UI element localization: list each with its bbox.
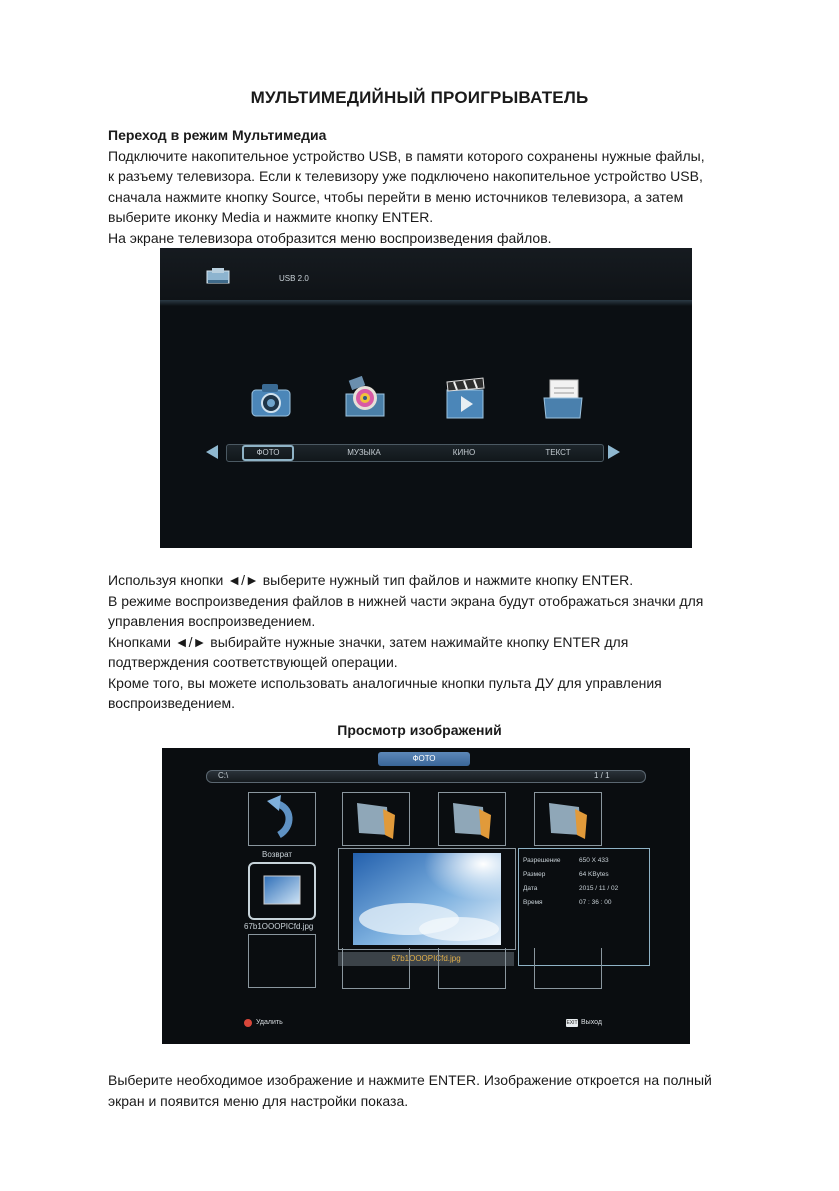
info-value: 650 X 433 (579, 857, 609, 864)
path-bar (206, 770, 646, 783)
tab-text[interactable]: ТЕКСТ (545, 448, 571, 457)
info-value: 64 KBytes (579, 871, 609, 878)
text-line: Подключите накопительное устройство USB, в памяти которого сохранены нужные файлы, (108, 147, 705, 164)
exit-label[interactable]: Выход (581, 1019, 602, 1026)
sky-image (339, 849, 515, 949)
selected-image-tile[interactable] (248, 862, 316, 920)
return-tile[interactable] (248, 792, 316, 846)
photo-browser-screenshot (162, 748, 690, 1044)
info-value: 2015 / 11 / 02 (579, 885, 619, 892)
closing-section (108, 1070, 748, 1111)
image-preview (338, 848, 516, 950)
text-line: Выберите необходимое изображение и нажмите ENTER. Изображение откроется на полный (108, 1072, 712, 1088)
folder-tile[interactable] (438, 792, 506, 846)
file-name-label: 67b1OOOPICfd.jpg (244, 922, 314, 931)
page-counter: 1 / 1 (594, 771, 610, 780)
nav-right-arrow-icon[interactable] (608, 445, 620, 459)
text-line: Кнопками ◄/► выбирайте нужные значки, затем нажимайте кнопку ENTER для (108, 633, 629, 650)
info-key: Разрешение (523, 857, 561, 864)
controls-section (108, 570, 748, 714)
exit-key-icon: EXIT (566, 1020, 578, 1026)
music-disc-icon[interactable] (342, 376, 388, 422)
info-key: Размер (523, 871, 546, 878)
section-heading: Переход в режим Мультимедиа (108, 127, 327, 143)
empty-tile[interactable] (438, 948, 506, 989)
folder-tile[interactable] (534, 792, 602, 846)
text-line: Используя кнопки ◄/► выберите нужный тип файлов и нажмите кнопку ENTER. (108, 572, 634, 588)
top-band (160, 248, 692, 301)
text-line: к разъему телевизора. Если к телевизору уже подключено накопительное устройство USB, (108, 168, 703, 184)
text-line: Кроме того, вы можете использовать аналогичные кнопки пульта ДУ для управления (108, 674, 662, 691)
section-subheading: Просмотр изображений (337, 722, 502, 738)
empty-tile[interactable] (534, 948, 602, 989)
movie-clapper-icon[interactable] (442, 376, 488, 422)
text-line: выберите иконку Media и нажмите кнопку ENTER. (108, 209, 434, 225)
usb-drive-icon (206, 268, 230, 286)
info-value: 07 : 36 : 00 (579, 899, 612, 906)
path-label: C:\ (218, 771, 229, 780)
return-arrow-icon (249, 793, 315, 845)
media-menu-screenshot (160, 248, 692, 548)
return-label: Возврат (262, 850, 292, 859)
text-line: В режиме воспроизведения файлов в нижней части экрана будут отображаться значки для (108, 592, 704, 609)
page-title: МУЛЬТИМЕДИЙНЫЙ ПРОИГРЫВАТЕЛЬ (250, 88, 589, 107)
nav-left-arrow-icon[interactable] (206, 445, 218, 459)
text-line: сначала нажмите кнопку Source, чтобы перейти в меню источников телевизора, а затем (108, 188, 684, 205)
red-button-icon (244, 1019, 252, 1027)
band-glow (160, 300, 692, 306)
image-thumbnail (250, 864, 314, 918)
folder-icon (343, 793, 409, 845)
tab-movie[interactable]: КИНО (452, 448, 476, 457)
empty-tile[interactable] (342, 948, 410, 989)
text-line: экран и появится меню для настройки показа. (108, 1092, 409, 1109)
folder-icon (439, 793, 505, 845)
info-key: Дата (523, 885, 538, 892)
folder-tile[interactable] (342, 792, 410, 846)
tab-photo-header[interactable]: ФОТО (378, 752, 470, 766)
photo-camera-icon[interactable] (248, 376, 294, 422)
folder-icon (535, 793, 601, 845)
text-line: воспроизведением. (108, 695, 236, 711)
delete-label[interactable]: Удалить (256, 1019, 283, 1026)
intro-section (108, 125, 748, 248)
text-line: управления воспроизведением. (108, 613, 316, 629)
info-key: Время (523, 899, 543, 906)
text-line: На экране телевизора отобразится меню воспроизведения файлов. (108, 229, 552, 246)
text-line: подтверждения соответствующей операции. (108, 654, 398, 670)
text-document-icon[interactable] (540, 376, 586, 422)
usb-label: USB 2.0 (279, 274, 309, 283)
preview-file-name: 67b1OOOPICfd.jpg (338, 952, 514, 966)
empty-tile[interactable] (248, 934, 316, 988)
tab-photo[interactable]: ФОТО (242, 445, 294, 461)
tab-music[interactable]: МУЗЫКА (347, 448, 381, 457)
